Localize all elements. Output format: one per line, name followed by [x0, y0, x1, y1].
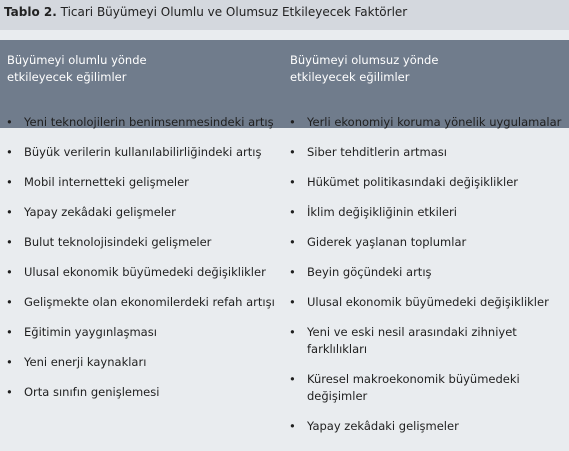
list-item-text: Yerli ekonomiyi koruma yönelik uygulamalar — [307, 115, 562, 129]
header-positive — [7, 52, 277, 86]
bullet-icon: • — [6, 385, 13, 399]
list-item-text: Yapay zekâdaki gelişmeler — [24, 205, 176, 219]
header-positive-line2: etkileyecek eğilimler — [7, 70, 127, 84]
list-item-text: Hükümet politikasındaki değişiklikler — [307, 175, 519, 189]
list-item-text: Bulut teknolojisindeki gelişmeler — [24, 235, 212, 249]
list-item-text: Yapay zekâdaki gelişmeler — [307, 419, 459, 433]
bullet-icon: • — [289, 115, 296, 129]
list-item-text: Gelişmekte olan ekonomilerdeki refah artışı — [24, 295, 275, 309]
header-negative-line1: Büyümeyi olumsuz yönde — [290, 53, 439, 67]
bullet-icon: • — [6, 145, 13, 159]
bullet-icon: • — [6, 265, 13, 279]
list-item-text: Beyin göçündeki artış — [307, 265, 432, 279]
list-item-text: Yeni enerji kaynakları — [24, 355, 147, 369]
list-item-text: Giderek yaşlanan toplumlar — [307, 235, 467, 249]
list-item — [289, 234, 567, 251]
list-item-text: Mobil internetteki gelişmeler — [24, 175, 189, 189]
bullet-icon: • — [289, 175, 296, 189]
bullet-icon: • — [6, 325, 13, 339]
list-item — [289, 371, 567, 405]
list-item-text: Yeni teknolojilerin benimsenmesindeki artış — [24, 115, 274, 129]
bullet-icon: • — [289, 205, 296, 219]
list-item — [6, 354, 288, 371]
bullet-icon: • — [6, 205, 13, 219]
bullet-icon: • — [289, 372, 296, 386]
factors-table — [0, 30, 569, 451]
list-item-text: Küresel makroekonomik büyümedeki değişimler — [307, 372, 520, 403]
list-item — [6, 384, 288, 401]
list-item-text: Orta sınıfın genişlemesi — [24, 385, 160, 399]
list-item — [289, 324, 567, 358]
bullet-icon: • — [6, 235, 13, 249]
bullet-icon: • — [289, 265, 296, 279]
list-item — [289, 144, 567, 161]
list-item — [6, 114, 288, 131]
caption-title: Ticari Büyümeyi Olumlu ve Olumsuz Etkileyecek Faktörler — [60, 5, 408, 19]
list-item — [289, 264, 567, 281]
list-item — [289, 114, 567, 131]
positive-list — [6, 114, 288, 414]
list-item — [6, 234, 288, 251]
list-item — [6, 264, 288, 281]
list-item — [289, 418, 567, 435]
list-item-text: Ulusal ekonomik büyümedeki değişiklikler — [307, 295, 549, 309]
bullet-icon: • — [6, 295, 13, 309]
list-item — [289, 204, 567, 221]
list-item — [6, 294, 288, 311]
bullet-icon: • — [289, 145, 296, 159]
list-item-text: Büyük verilerin kullanılabilirliğindeki artış — [24, 145, 262, 159]
bullet-icon: • — [6, 115, 13, 129]
bullet-icon: • — [6, 355, 13, 369]
table-caption — [0, 0, 569, 30]
list-item — [6, 204, 288, 221]
bullet-icon: • — [6, 175, 13, 189]
list-item — [6, 324, 288, 341]
negative-list — [289, 114, 567, 448]
list-item-text: Siber tehditlerin artması — [307, 145, 447, 159]
header-negative-line2: etkileyecek eğilimler — [290, 70, 410, 84]
list-item-text: Ulusal ekonomik büyümedeki değişiklikler — [24, 265, 266, 279]
list-item-text: Yeni ve eski nesil arasındaki zihniyet farklılıkları — [307, 325, 517, 356]
bullet-icon: • — [289, 325, 296, 339]
list-item-text: Eğitimin yaygınlaşması — [24, 325, 157, 339]
list-item — [289, 174, 567, 191]
list-item — [6, 144, 288, 161]
list-item — [289, 294, 567, 311]
bullet-icon: • — [289, 235, 296, 249]
list-item-text: İklim değişikliğinin etkileri — [307, 205, 457, 219]
bullet-icon: • — [289, 419, 296, 433]
bullet-icon: • — [289, 295, 296, 309]
header-negative — [290, 52, 560, 86]
list-item — [6, 174, 288, 191]
header-positive-line1: Büyümeyi olumlu yönde — [7, 53, 147, 67]
caption-label: Tablo 2. — [4, 5, 57, 19]
